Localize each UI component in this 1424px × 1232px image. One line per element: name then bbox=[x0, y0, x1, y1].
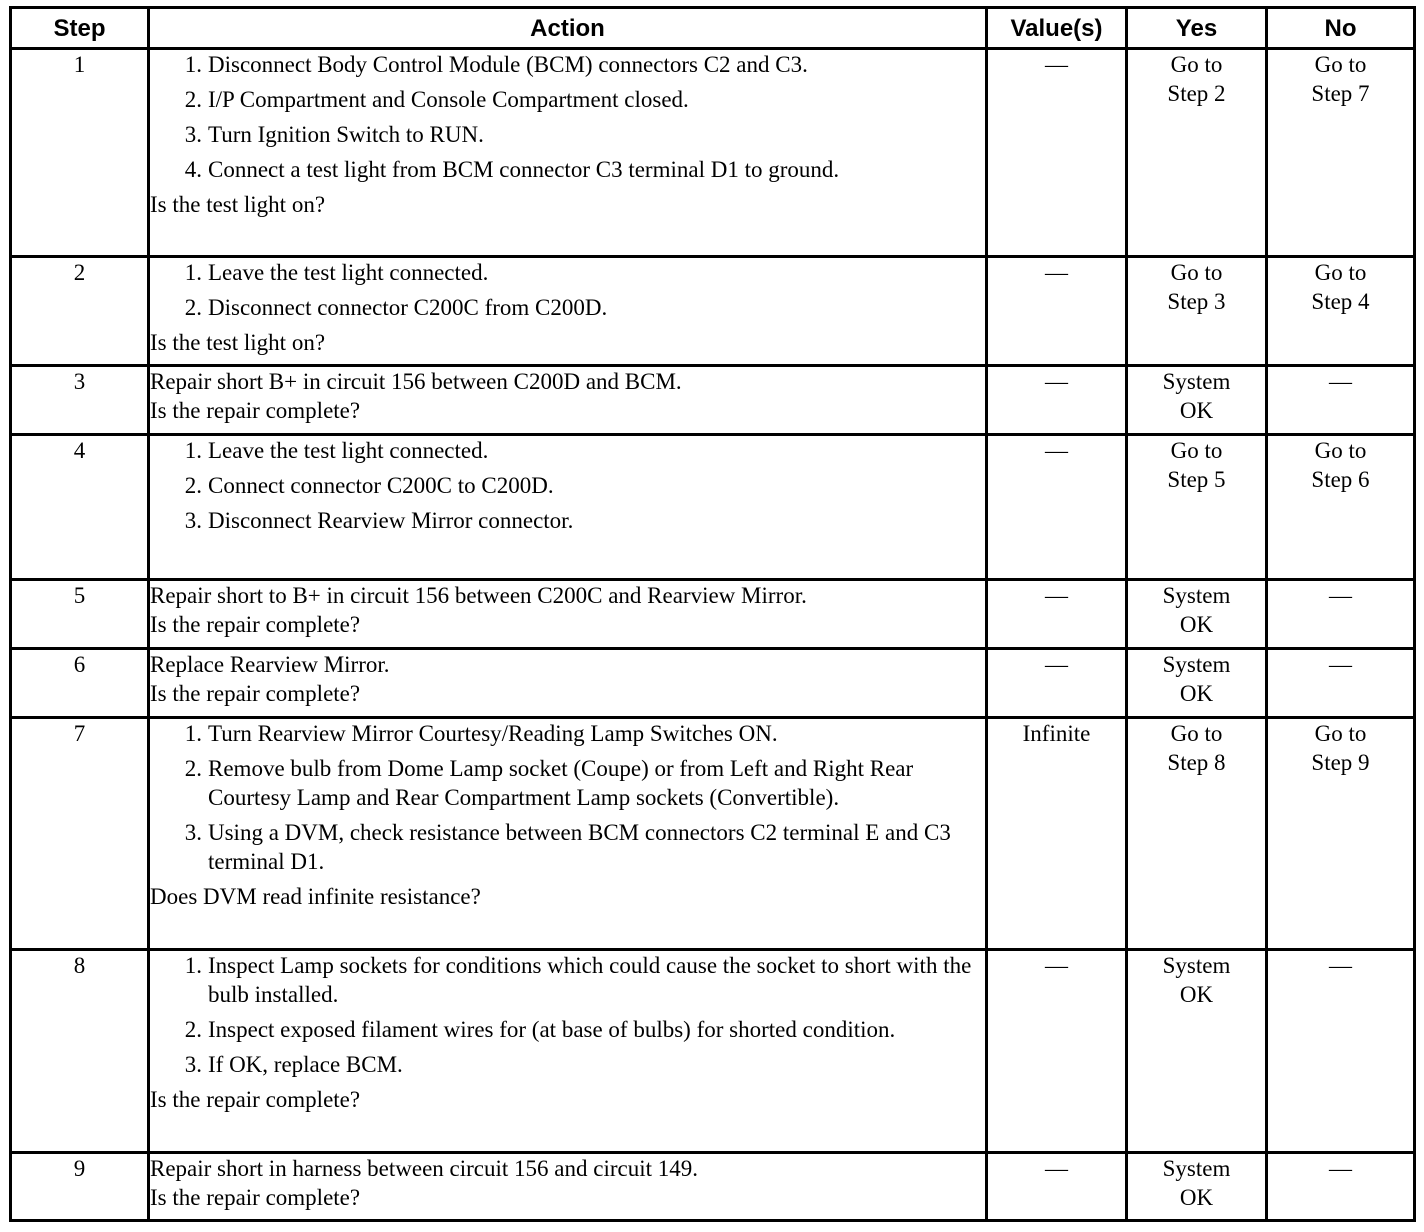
action-cell bbox=[149, 435, 987, 580]
value-cell: — bbox=[987, 49, 1127, 257]
action-text: Repair short B+ in circuit 156 between C200D and BCM. bbox=[150, 369, 682, 394]
yes-cell: System OK bbox=[1127, 649, 1267, 718]
value-cell: — bbox=[987, 649, 1127, 718]
action-question: Is the repair complete? bbox=[150, 1087, 361, 1112]
no-cell: — bbox=[1267, 950, 1415, 1153]
action-cell bbox=[149, 580, 987, 649]
action-item: 1. Leave the test light connected. bbox=[184, 260, 489, 285]
header-row bbox=[11, 8, 1415, 49]
action-item: 2. Disconnect connector C200C from C200D. bbox=[184, 295, 608, 320]
action-item: 1. Inspect Lamp sockets for conditions which could cause the socket to short with the bulb installed. bbox=[184, 953, 972, 1007]
table-row bbox=[11, 257, 1415, 366]
value-cell: — bbox=[987, 366, 1127, 435]
action-item: 3. Turn Ignition Switch to RUN. bbox=[184, 122, 484, 147]
table-row bbox=[11, 950, 1415, 1153]
step-number: 7 bbox=[11, 718, 149, 950]
yes-cell: System OK bbox=[1127, 580, 1267, 649]
diagnostic-table bbox=[9, 6, 1416, 1222]
action-cell bbox=[149, 950, 987, 1153]
action-cell bbox=[149, 718, 987, 950]
yes-cell: Go to Step 5 bbox=[1127, 435, 1267, 580]
table-row bbox=[11, 1153, 1415, 1221]
step-number: 5 bbox=[11, 580, 149, 649]
action-item: 2. Connect connector C200C to C200D. bbox=[184, 473, 554, 498]
action-text: Repair short to B+ in circuit 156 between C200C and Rearview Mirror. bbox=[150, 583, 807, 608]
action-item: 1. Disconnect Body Control Module (BCM) connectors C2 and C3. bbox=[184, 52, 808, 77]
header-action: Action bbox=[149, 8, 987, 49]
yes-cell: Go to Step 8 bbox=[1127, 718, 1267, 950]
step-number: 8 bbox=[11, 950, 149, 1153]
step-number: 6 bbox=[11, 649, 149, 718]
action-item: 3. Using a DVM, check resistance between BCM connectors C2 terminal E and C3 terminal D1. bbox=[184, 820, 951, 874]
no-cell: Go to Step 6 bbox=[1267, 435, 1415, 580]
yes-cell: Go to Step 2 bbox=[1127, 49, 1267, 257]
yes-cell: System OK bbox=[1127, 1153, 1267, 1221]
action-item: 3. If OK, replace BCM. bbox=[184, 1052, 403, 1077]
action-text: Repair short in harness between circuit 156 and circuit 149. bbox=[150, 1156, 699, 1181]
no-cell: Go to Step 9 bbox=[1267, 718, 1415, 950]
no-cell: — bbox=[1267, 366, 1415, 435]
action-item: 2. I/P Compartment and Console Compartment closed. bbox=[184, 87, 689, 112]
action-item: 2. Inspect exposed filament wires for (at base of bulbs) for shorted condition. bbox=[184, 1017, 896, 1042]
action-question: Is the repair complete? bbox=[150, 1185, 361, 1210]
value-cell: — bbox=[987, 950, 1127, 1153]
step-number: 3 bbox=[11, 366, 149, 435]
yes-cell: System OK bbox=[1127, 950, 1267, 1153]
action-cell bbox=[149, 366, 987, 435]
action-question: Is the repair complete? bbox=[150, 612, 361, 637]
value-cell: — bbox=[987, 1153, 1127, 1221]
action-item: 1. Leave the test light connected. bbox=[184, 438, 489, 463]
yes-cell: System OK bbox=[1127, 366, 1267, 435]
action-question: Does DVM read infinite resistance? bbox=[150, 884, 481, 909]
no-cell: Go to Step 4 bbox=[1267, 257, 1415, 366]
value-cell: — bbox=[987, 257, 1127, 366]
action-text: Replace Rearview Mirror. bbox=[150, 652, 390, 677]
header-no: No bbox=[1267, 8, 1415, 49]
action-question: Is the test light on? bbox=[150, 330, 326, 355]
value-cell: Infinite bbox=[987, 718, 1127, 950]
table-row bbox=[11, 580, 1415, 649]
action-item: 4. Connect a test light from BCM connector C3 terminal D1 to ground. bbox=[184, 157, 840, 182]
no-cell: — bbox=[1267, 580, 1415, 649]
table-row bbox=[11, 718, 1415, 950]
value-cell: — bbox=[987, 580, 1127, 649]
no-cell: — bbox=[1267, 649, 1415, 718]
step-number: 2 bbox=[11, 257, 149, 366]
action-item: 2. Remove bulb from Dome Lamp socket (Coupe) or from Left and Right Rear Courtesy Lamp and Rear Compartment Lamp sockets (Convertible). bbox=[184, 756, 914, 810]
no-cell: — bbox=[1267, 1153, 1415, 1221]
value-cell: — bbox=[987, 435, 1127, 580]
action-cell bbox=[149, 49, 987, 257]
step-number: 9 bbox=[11, 1153, 149, 1221]
step-number: 1 bbox=[11, 49, 149, 257]
header-values: Value(s) bbox=[987, 8, 1127, 49]
table-row bbox=[11, 49, 1415, 257]
step-number: 4 bbox=[11, 435, 149, 580]
table-row bbox=[11, 435, 1415, 580]
action-question: Is the test light on? bbox=[150, 192, 326, 217]
table-row bbox=[11, 649, 1415, 718]
header-step: Step bbox=[11, 8, 149, 49]
action-cell bbox=[149, 649, 987, 718]
action-cell bbox=[149, 257, 987, 366]
table-row bbox=[11, 366, 1415, 435]
action-question: Is the repair complete? bbox=[150, 681, 361, 706]
yes-cell: Go to Step 3 bbox=[1127, 257, 1267, 366]
action-item: 1. Turn Rearview Mirror Courtesy/Reading Lamp Switches ON. bbox=[184, 721, 778, 746]
action-cell bbox=[149, 1153, 987, 1221]
header-yes: Yes bbox=[1127, 8, 1267, 49]
no-cell: Go to Step 7 bbox=[1267, 49, 1415, 257]
action-question: Is the repair complete? bbox=[150, 398, 361, 423]
action-item: 3. Disconnect Rearview Mirror connector. bbox=[184, 508, 574, 533]
